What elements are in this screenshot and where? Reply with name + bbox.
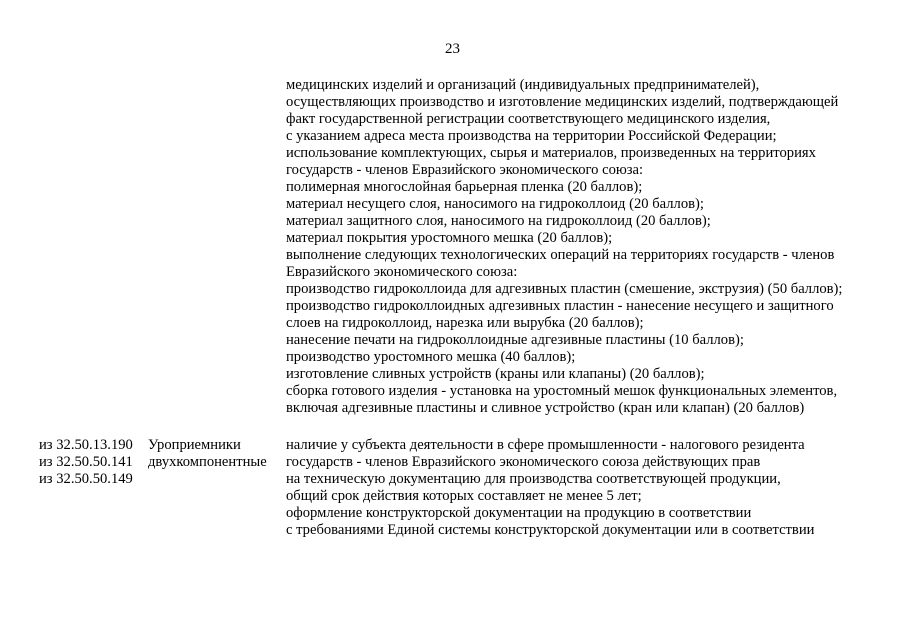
requirement-line: нанесение печати на гидроколлоидные адгезивные пластины (10 баллов); xyxy=(286,332,744,348)
requirement-line: Евразийского экономического союза: xyxy=(286,264,518,280)
requirement-line: слоев на гидроколлоид, нарезка или вырубка (20 баллов); xyxy=(286,315,644,331)
product-code: из 32.50.50.149 xyxy=(39,471,133,487)
requirement-line: производство гидроколлоида для адгезивных пластин (смешение, экструзия) (50 баллов); xyxy=(286,281,843,297)
requirement-line: материал покрытия уростомного мешка (20 баллов); xyxy=(286,230,613,246)
requirement-line: полимерная многослойная барьерная пленка (20 баллов); xyxy=(286,179,643,195)
requirement-line: материал несущего слоя, наносимого на гидроколлоид (20 баллов); xyxy=(286,196,704,212)
product-name-line: Уроприемники xyxy=(148,437,241,453)
requirement-line: государств - членов Евразийского экономического союза: xyxy=(286,162,644,178)
page-number: 23 xyxy=(445,41,460,57)
requirement-line: производство уростомного мешка (40 баллов); xyxy=(286,349,576,365)
requirement-line: использование комплектующих, сырья и материалов, произведенных на территориях xyxy=(286,145,816,161)
requirement-line: общий срок действия которых составляет не менее 5 лет; xyxy=(286,488,642,504)
requirement-line: с указанием адреса места производства на территории Российской Федерации; xyxy=(286,128,777,144)
requirement-line: с требованиями Единой системы конструкторской документации или в соответствии xyxy=(286,522,815,538)
requirement-line: медицинских изделий и организаций (индивидуальных предпринимателей), xyxy=(286,77,760,93)
requirement-line: сборка готового изделия - установка на уростомный мешок функциональных элементов, xyxy=(286,383,838,399)
requirement-line: изготовление сливных устройств (краны или клапаны) (20 баллов); xyxy=(286,366,705,382)
requirement-line: оформление конструкторской документации на продукцию в соответствии xyxy=(286,505,752,521)
requirement-line: факт государственной регистрации соответствующего медицинского изделия, xyxy=(286,111,771,127)
requirement-line: материал защитного слоя, наносимого на гидроколлоид (20 баллов); xyxy=(286,213,711,229)
product-name-line: двухкомпонентные xyxy=(148,454,267,470)
product-code: из 32.50.13.190 xyxy=(39,437,133,453)
product-code: из 32.50.50.141 xyxy=(39,454,133,470)
requirement-line: выполнение следующих технологических операций на территориях государств - членов xyxy=(286,247,835,263)
requirement-line: наличие у субъекта деятельности в сфере промышленности - налогового резидента xyxy=(286,437,805,453)
requirement-line: производство гидроколлоидных адгезивных пластин - нанесение несущего и защитного xyxy=(286,298,834,314)
requirement-line: на техническую документацию для производства соответствующей продукции, xyxy=(286,471,781,487)
requirement-line: включая адгезивные пластины и сливное устройство (кран или клапан) (20 баллов) xyxy=(286,400,805,416)
requirement-line: осуществляющих производство и изготовление медицинских изделий, подтверждающей xyxy=(286,94,839,110)
requirement-line: государств - членов Евразийского экономического союза действующих прав xyxy=(286,454,761,470)
